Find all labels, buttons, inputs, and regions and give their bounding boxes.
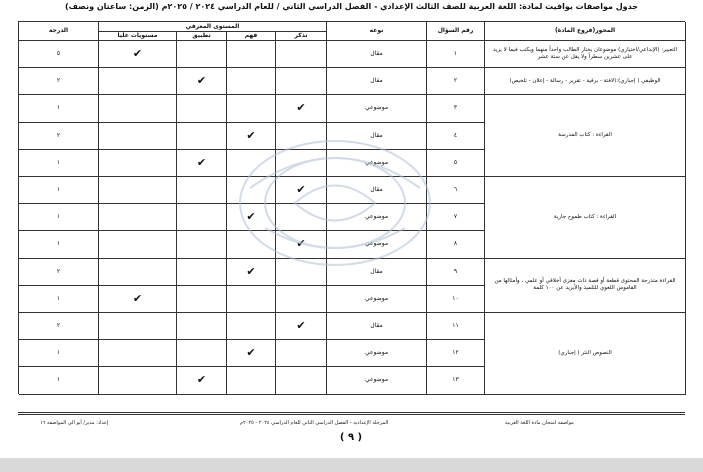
row-grade: ١: [19, 231, 99, 258]
row-type: موضوعي: [327, 95, 427, 122]
header-higher-levels: مستويات عليا: [99, 32, 177, 41]
level-cell-remember: [276, 68, 327, 95]
document-title: جدول مواصفات يوافيت لمادة: اللغة العربية للصف الثالث الإعدادي - الفصل الدراسي الثاني / للعام الدراسي ٢٠٢٤ / ٢٠٢٥م (الزمن: ساعتان ونصف): [65, 2, 638, 11]
check-mark-icon: ✔: [296, 101, 306, 115]
row-type: موضوعي: [327, 231, 427, 258]
row-grade: ١: [19, 340, 99, 367]
level-cell-apply: [177, 95, 227, 122]
check-mark-icon: ✔: [246, 346, 256, 360]
level-cell-apply: [177, 313, 227, 340]
check-mark-icon: ✔: [196, 74, 207, 88]
footer-rule-secondary: [18, 414, 685, 415]
level-cell-understand: [227, 204, 276, 231]
axis-group-cell: الوظيفي ( إجباري):(لافتة - برقية - تقرير - رسالة - إعلان - تلخيص): [485, 68, 686, 95]
row-question-no: ١١: [427, 313, 485, 340]
row-type: مقال: [327, 259, 427, 286]
level-cell-remember: [276, 123, 327, 150]
level-cell-understand: [227, 95, 276, 122]
check-mark-icon: ✔: [132, 291, 143, 305]
level-cell-apply: [177, 231, 227, 258]
level-cell-apply: [177, 204, 227, 231]
header-question-no: رقم السؤال: [427, 22, 485, 41]
level-cell-apply: [177, 340, 227, 367]
level-cell-understand: [227, 123, 276, 150]
level-cell-apply: [177, 41, 227, 68]
check-mark-icon: ✔: [296, 183, 306, 197]
level-cell-remember: [276, 231, 327, 258]
level-cell-apply: [177, 367, 227, 394]
level-cell-apply: [177, 68, 227, 95]
row-type: موضوعي: [327, 204, 427, 231]
row-type: مقال: [327, 313, 427, 340]
level-cell-apply: [177, 150, 227, 177]
level-cell-higher: [99, 204, 177, 231]
axis-group-cell: التعبير: (الإبداعي/اختياري) موضوعان يختار الطالب واحداً منهما ويكتب فيما لا يزيد على عشرين سطراً ولا يقل عن ستة عشر: [485, 41, 686, 68]
level-cell-understand: [227, 340, 276, 367]
row-question-no: ١٠: [427, 286, 485, 313]
row-question-no: ٢: [427, 68, 485, 95]
level-cell-higher: [99, 231, 177, 258]
level-cell-remember: [276, 259, 327, 286]
header-grade: الدرجة: [19, 22, 99, 41]
footer-left-text: إعداد: مدير/ أبو الي المواصفة ١٦: [40, 420, 109, 426]
footer-rule: [18, 412, 685, 413]
level-cell-higher: [99, 68, 177, 95]
level-cell-higher: [99, 259, 177, 286]
level-cell-higher: [99, 313, 177, 340]
row-question-no: ٣: [427, 95, 485, 122]
level-cell-understand: [227, 231, 276, 258]
level-cell-remember: [276, 367, 327, 394]
level-cell-understand: [227, 68, 276, 95]
level-cell-higher: [99, 286, 177, 313]
page-bottom-margin: [0, 458, 703, 472]
level-cell-remember: [276, 177, 327, 204]
row-question-no: ٦: [427, 177, 485, 204]
row-question-no: ٩: [427, 259, 485, 286]
row-question-no: ٤: [427, 123, 485, 150]
row-grade: ٢: [19, 313, 99, 340]
level-cell-higher: [99, 340, 177, 367]
row-question-no: ١٢: [427, 340, 485, 367]
row-type: موضوعي: [327, 150, 427, 177]
check-mark-icon: ✔: [196, 373, 207, 387]
row-question-no: ٧: [427, 204, 485, 231]
axis-group-cell: القراءة : كتاب المدرسة: [485, 95, 686, 177]
row-grade: ١: [19, 204, 99, 231]
row-grade: ١: [19, 150, 99, 177]
row-question-no: ٥: [427, 150, 485, 177]
level-cell-understand: [227, 259, 276, 286]
specifications-table: [18, 21, 685, 394]
row-type: مقال: [327, 41, 427, 68]
header-remember: تذكر: [276, 32, 327, 41]
check-mark-icon: ✔: [132, 47, 143, 61]
level-cell-remember: [276, 150, 327, 177]
check-mark-icon: ✔: [246, 264, 256, 278]
check-mark-icon: ✔: [246, 128, 256, 142]
axis-group-cell: القراءة : كتاب طموح جارية: [485, 177, 686, 259]
row-grade: ٢: [19, 68, 99, 95]
check-mark-icon: ✔: [296, 319, 306, 333]
level-cell-understand: [227, 41, 276, 68]
row-type: موضوعي: [327, 286, 427, 313]
level-cell-understand: [227, 313, 276, 340]
level-cell-understand: [227, 150, 276, 177]
row-grade: ١: [19, 95, 99, 122]
row-type: موضوعي: [327, 367, 427, 394]
level-cell-higher: [99, 150, 177, 177]
check-mark-icon: ✔: [296, 237, 306, 251]
level-cell-higher: [99, 123, 177, 150]
level-cell-higher: [99, 95, 177, 122]
axis-group-cell: القراءة متدرجة المحتوى قطعة أو قصة ذات مغزى أخلاقي أو علمي ، وأمثالها من القاموس اللغوي للتلميذ والأيزيد عن ١٠٠ كلمة: [485, 259, 686, 313]
footer-right-text: مواصفة امتحان مادة اللغة العربية: [505, 420, 574, 426]
row-question-no: ٨: [427, 231, 485, 258]
header-knowledge-level: المستوى المعرفي: [99, 22, 327, 32]
header-axis: المحور(فروع المادة): [485, 22, 686, 41]
row-grade: ١: [19, 286, 99, 313]
level-cell-higher: [99, 177, 177, 204]
header-apply: تطبيق: [177, 32, 227, 41]
row-grade: ٥: [19, 41, 99, 68]
level-cell-remember: [276, 95, 327, 122]
row-type: مقال: [327, 68, 427, 95]
level-cell-higher: [99, 367, 177, 394]
row-type: مقال: [327, 123, 427, 150]
footer-center-text: المرحلة الإعدادية - الفصل الدراسي الثاني للعام الدراسي ٢٠٢٤ - ٢٠٢٥م: [240, 420, 389, 426]
page-number: ( ٩ ): [339, 432, 363, 443]
level-cell-remember: [276, 41, 327, 68]
level-cell-apply: [177, 259, 227, 286]
row-grade: ١: [19, 177, 99, 204]
row-type: موضوعي: [327, 340, 427, 367]
row-grade: ١: [19, 367, 99, 394]
row-grade: ٢: [19, 259, 99, 286]
check-mark-icon: ✔: [246, 210, 256, 224]
level-cell-understand: [227, 367, 276, 394]
level-cell-remember: [276, 340, 327, 367]
level-cell-apply: [177, 123, 227, 150]
row-question-no: ١٣: [427, 367, 485, 394]
row-type: مقال: [327, 177, 427, 204]
check-mark-icon: ✔: [196, 155, 207, 169]
row-grade: ٢: [19, 123, 99, 150]
level-cell-apply: [177, 286, 227, 313]
row-question-no: ١: [427, 41, 485, 68]
level-cell-remember: [276, 204, 327, 231]
level-cell-understand: [227, 177, 276, 204]
header-type: نوعه: [327, 22, 427, 41]
level-cell-understand: [227, 286, 276, 313]
level-cell-higher: [99, 41, 177, 68]
header-understand: فهم: [227, 32, 276, 41]
level-cell-remember: [276, 286, 327, 313]
level-cell-remember: [276, 313, 327, 340]
axis-group-cell: النصوص النثر ( إجباري): [485, 313, 686, 395]
level-cell-apply: [177, 177, 227, 204]
